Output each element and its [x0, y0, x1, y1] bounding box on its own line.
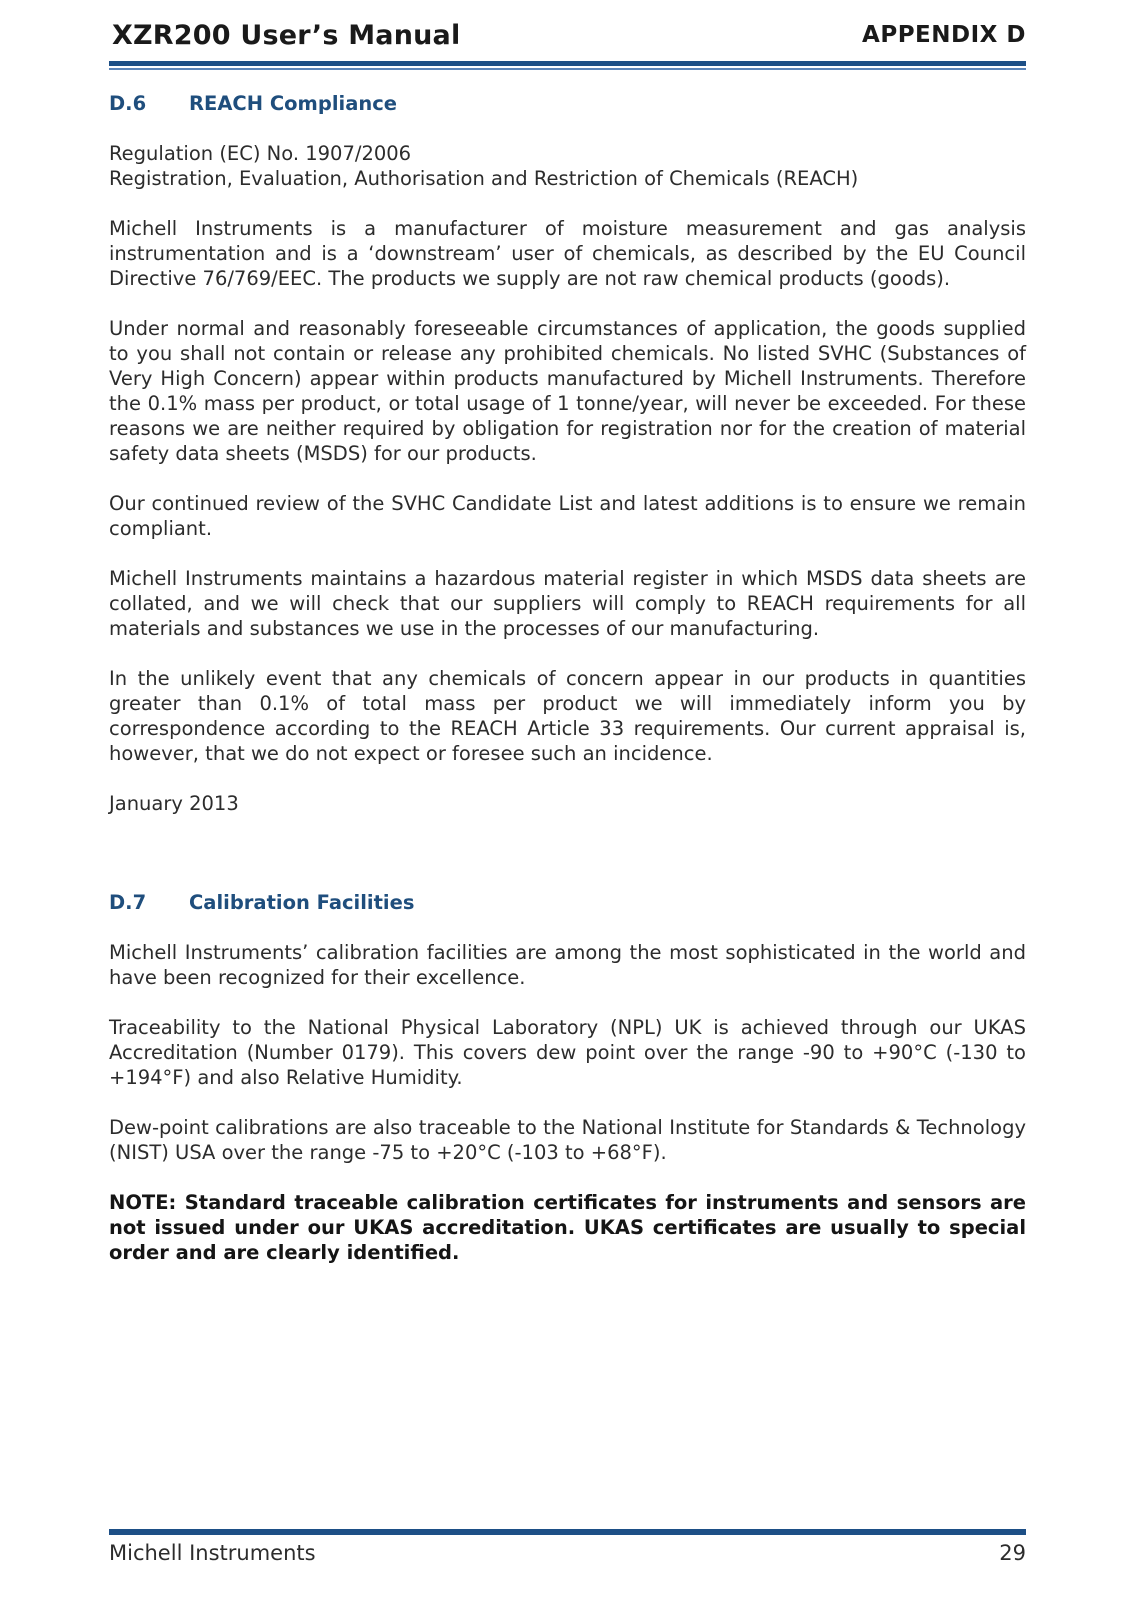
regulation-block: [109, 141, 1026, 191]
appendix-label: APPENDIX D: [862, 22, 1026, 48]
page-header: [109, 18, 1026, 58]
paragraph: Our continued review of the SVHC Candidate List and latest additions is to ensure we remain compliant.: [109, 492, 1026, 540]
paragraph: Michell Instruments’ calibration facilities are among the most sophisticated in the world and have been recognized for their excellence.: [109, 941, 1026, 989]
section-number: D.6: [109, 92, 147, 115]
note-paragraph: NOTE: Standard traceable calibration certificates for instruments and sensors are not issued under our UKAS accreditation. UKAS certificates are usually to special order and are clearly identified.: [109, 1191, 1026, 1264]
regulation-line: Regulation (EC) No. 1907/2006: [109, 142, 412, 165]
section-title: REACH Compliance: [189, 92, 398, 115]
section-heading-reach: [109, 92, 1026, 115]
paragraph: Under normal and reasonably foreseeable circumstances of application, the goods supplied to you shall not contain or release any prohibited chemicals. No listed SVHC (Substances of Very High Concern) appear within products manufactured by Michell Instruments. Therefore the 0.1% mass per product, or total usage of 1 tonne/year, will never be exceeded. For these reasons we are neither required by obligation for registration nor for the creation of material safety data sheets (MSDS) for our products.: [109, 317, 1026, 465]
paragraph: Dew-point calibrations are also traceable to the National Institute for Standards & Technology (NIST) USA over the range -75 to +20°C (-103 to +68°F).: [109, 1116, 1026, 1164]
paragraph: Traceability to the National Physical Laboratory (NPL) UK is achieved through our UKAS Accreditation (Number 0179). This covers dew point over the range -90 to +90°C (-130 to +194°F) and also Relative Humidity.: [109, 1016, 1026, 1089]
section-title: Calibration Facilities: [189, 891, 415, 914]
section-heading-calibration: [109, 891, 1026, 914]
paragraph: Michell Instruments is a manufacturer of moisture measurement and gas analysis instrumentation and is a ‘downstream’ user of chemicals, as described by the EU Council Directive 76/769/EEC. The products we supply are not raw chemical products (goods).: [109, 217, 1026, 290]
paragraph: In the unlikely event that any chemicals of concern appear in our products in quantities greater than 0.1% of total mass per product we will immediately inform you by correspondence according to the REACH Article 33 requirements. Our current appraisal is, however, that we do not expect or foresee such an incidence.: [109, 667, 1026, 765]
header-rule-thin: [109, 68, 1026, 70]
page-content: [109, 92, 1026, 1290]
section-spacer: [109, 841, 1026, 891]
date-line: January 2013: [109, 792, 239, 815]
section-number: D.7: [109, 891, 147, 914]
footer-company: Michell Instruments: [109, 1541, 316, 1565]
page-number: 29: [999, 1541, 1026, 1565]
header-rule-thick: [109, 61, 1026, 66]
paragraph: Michell Instruments maintains a hazardous material register in which MSDS data sheets are collated, and we will check that our suppliers will comply to REACH requirements for all materials and substances we use in the processes of our manufacturing.: [109, 567, 1026, 640]
document-title: XZR200 User’s Manual: [112, 20, 461, 51]
footer-rule: [109, 1529, 1026, 1535]
regulation-line: Registration, Evaluation, Authorisation and Restriction of Chemicals (REACH): [109, 167, 859, 190]
